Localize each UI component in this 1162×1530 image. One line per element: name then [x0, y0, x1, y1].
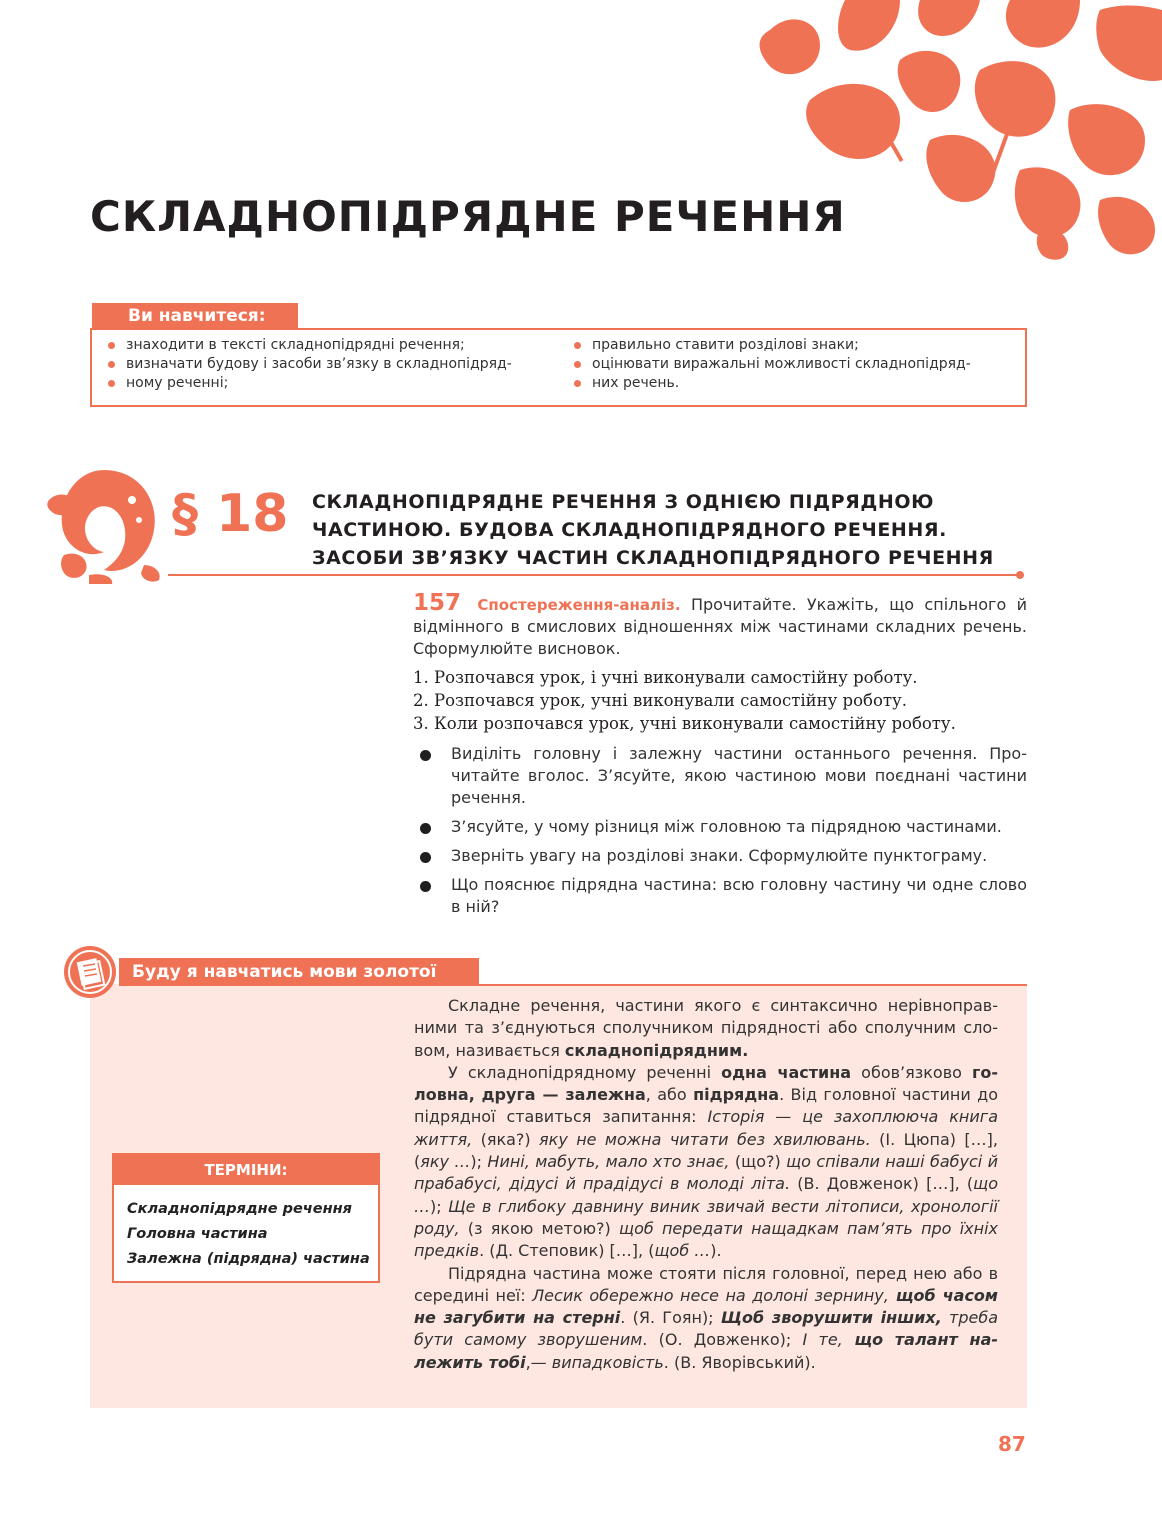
rule-text: [414, 995, 998, 1374]
page-number: 87: [998, 1432, 1026, 1456]
section-title: СКЛАДНОПІДРЯДНЕ РЕЧЕННЯ З ОДНІЄЮ ПІДРЯДНОЮ ЧАСТИНОЮ. БУДОВА СКЛАДНОПІДРЯДНОГО РЕЧЕННЯ. ЗАСОБИ ЗВ’ЯЗКУ ЧАСТИН СКЛАДНОПІДРЯДНОГО РЕЧЕННЯ: [312, 491, 994, 569]
section-divider: [168, 574, 1020, 576]
exercise-sentences: [413, 666, 1027, 735]
learn-box: [90, 328, 1027, 407]
exercise-sentence: 3. Коли розпочався урок, учні виконували самостійну роботу.: [413, 714, 956, 733]
learn-item-continued: них речень.: [558, 374, 1018, 393]
rule-label: Буду я навчатись мови золотої: [119, 958, 479, 986]
exercise-type: Спостереження-аналіз.: [477, 596, 681, 614]
learn-item: правильно ставити розділові знаки;: [558, 336, 1018, 355]
rule-paragraph: Підрядна частина може стояти після головної, перед нею або в середині неї: Лесик обережно несе на долоні зернину, щоб часом не загубити на стерні. (Я. Гоян); Щоб зворушити інших, треба бути самому зворушеним. (О. Довженко); І те, що талант належить тобі,— випадковість. (В. Яворівський).: [414, 1263, 999, 1372]
rule-paragraph: У складнопідрядному реченні одна частина обов’язково головна, друга — залежна, або підрядна. Від головної частини до підрядної ставиться запитання: Історія — це захоплююча книга життя, (яка?) яку не можна читати без хвилювань. (І. Цюпа) […], (яку …); Нині, мабуть, мало хто знає, (що?) що співали наші бабусі й прабабусі, дідусі й прадідусі в молоді літа. (В. Довженок) […], (що …); Ще в глибоку давнину виник звичай вести літописи, хронології роду, (з якою метою?) щоб передати нащадкам пам’ять про їхніх предків. (Д. Степовик) […], (щоб …).: [414, 1062, 999, 1261]
section-ornament-icon: [44, 460, 164, 585]
learn-item: знаходити в тексті складнопідрядні речення;: [92, 336, 542, 355]
notebook-icon: [62, 944, 118, 1000]
rule-paragraph: Складне речення, частини якого є синтаксично нерівноправними та з’єднуються сполучником підрядності або сполучним словом, називається складнопідрядним.: [414, 996, 998, 1060]
exercise-task: Зверніть увагу на розділові знаки. Сформулюйте пунктограму.: [413, 845, 1027, 867]
exercise-instruction: 157 Спостереження-аналіз. Прочитайте. Укажіть, що спільного й відмінного в смислових відношеннях між частинами складних речень. Сформулюйте висновок.: [413, 590, 1027, 658]
exercise-tasks: [413, 743, 1027, 918]
exercise-number: 157: [413, 590, 462, 616]
chapter-title: СКЛАДНОПІДРЯДНЕ РЕЧЕННЯ: [90, 192, 846, 241]
exercise-task: Виділіть головну і залежну частини останнього речення. Прочитайте вголос. З’ясуйте, якою частиною мови поєднані частини речення.: [413, 743, 1027, 809]
learn-item: визначати будову і засоби зв’язку в складнопідряд-: [92, 355, 542, 374]
learn-item: оцінювати виражальні можливості складнопідряд-: [558, 355, 1018, 374]
learn-item-continued: ному реченні;: [92, 374, 542, 393]
exercise-sentence: 1. Розпочався урок, і учні виконували самостійну роботу.: [413, 668, 918, 687]
term-item: Головна частина: [127, 1226, 268, 1242]
learn-list-left: [92, 336, 542, 393]
exercise-157: [413, 592, 1027, 925]
terms-list: [127, 1197, 378, 1272]
exercise-sentence: 2. Розпочався урок, учні виконували самостійну роботу.: [413, 691, 908, 710]
terms-box: [112, 1153, 380, 1283]
section-divider-dot: [1016, 571, 1024, 579]
exercise-task: З’ясуйте, у чому різниця між головною та підрядною частинами.: [413, 816, 1027, 838]
terms-label: ТЕРМІНИ:: [114, 1155, 378, 1185]
section-number: § 18: [172, 484, 289, 544]
learn-list-right: [558, 336, 1018, 393]
term-item: Складнопідрядне речення: [127, 1201, 352, 1217]
exercise-task: Що пояснює підрядна частина: всю головну частину чи одне слово в ній?: [413, 874, 1027, 918]
learn-label: Ви навчитеся:: [92, 303, 298, 329]
term-item: Залежна (підрядна) частина: [127, 1251, 370, 1267]
